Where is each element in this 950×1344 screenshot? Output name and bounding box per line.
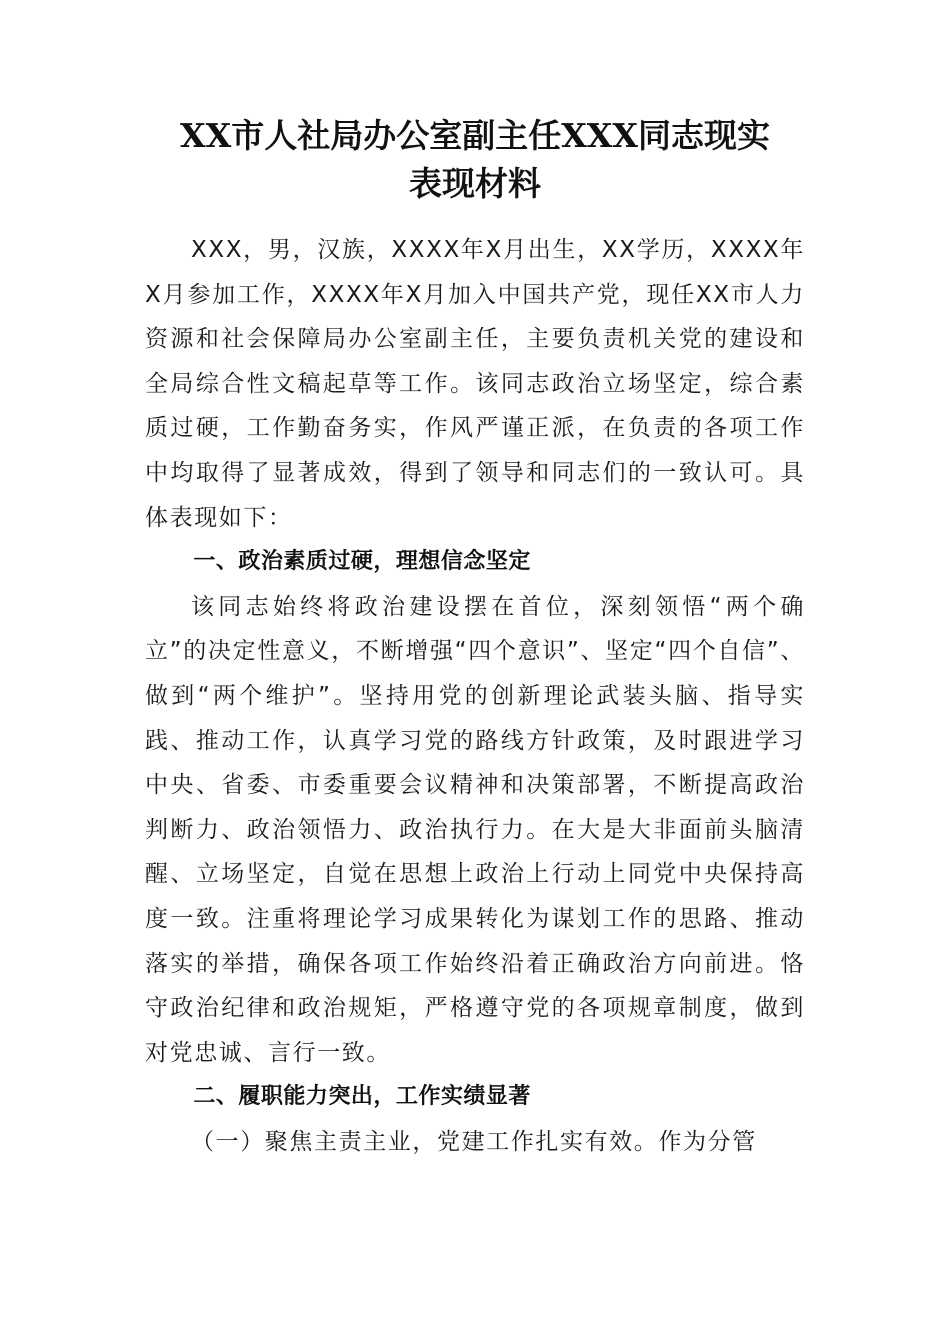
document-body — [145, 228, 805, 1164]
document-title — [140, 112, 810, 208]
section-1-heading: 一、政治素质过硬，理想信念坚定 — [193, 549, 531, 575]
section-2-paragraph: （一）聚焦主责主业，党建工作扎实有效。作为分管 — [191, 1128, 757, 1155]
title-line-2: 表现材料 — [409, 164, 541, 203]
intro-paragraph: XXX，男，汉族，XXXX年X月出生，XX学历，XXXX年X月参加工作，XXXX年X月加入中国共产党，现任XX市人力资源和社会保障局办公室副主任，主要负责机关党的建设和全局综合性文稿起草等工作。该同志政治立场坚定，综合素质过硬，工作勤奋务实，作风严谨正派，在负责的各项工作中均取得了显著成效，得到了领导和同志们的一致认可。具体表现如下： — [145, 237, 805, 531]
section-2-heading: 二、履职能力突出，工作实绩显著 — [193, 1084, 531, 1110]
section-1-paragraph: 该同志始终将政治建设摆在首位，深刻领悟“两个确立”的决定性意义，不断增强“四个意识”、坚定“四个自信”、做到“两个维护”。坚持用党的创新理论武装头脑、指导实践、推动工作，认真学习党的路线方针政策，及时跟进学习中央、省委、市委重要会议精神和决策部署，不断提高政治判断力、政治领悟力、政治执行力。在大是大非面前头脑清醒、立场坚定，自觉在思想上政治上行动上同党中央保持高度一致。注重将理论学习成果转化为谋划工作的思路、推动落实的举措，确保各项工作始终沿着正确政治方向前进。恪守政治纪律和政治规矩，严格遵守党的各项规章制度，做到对党忠诚、言行一致。 — [145, 593, 805, 1066]
title-line-1: XX市人社局办公室副主任XXX同志现实 — [179, 116, 771, 155]
